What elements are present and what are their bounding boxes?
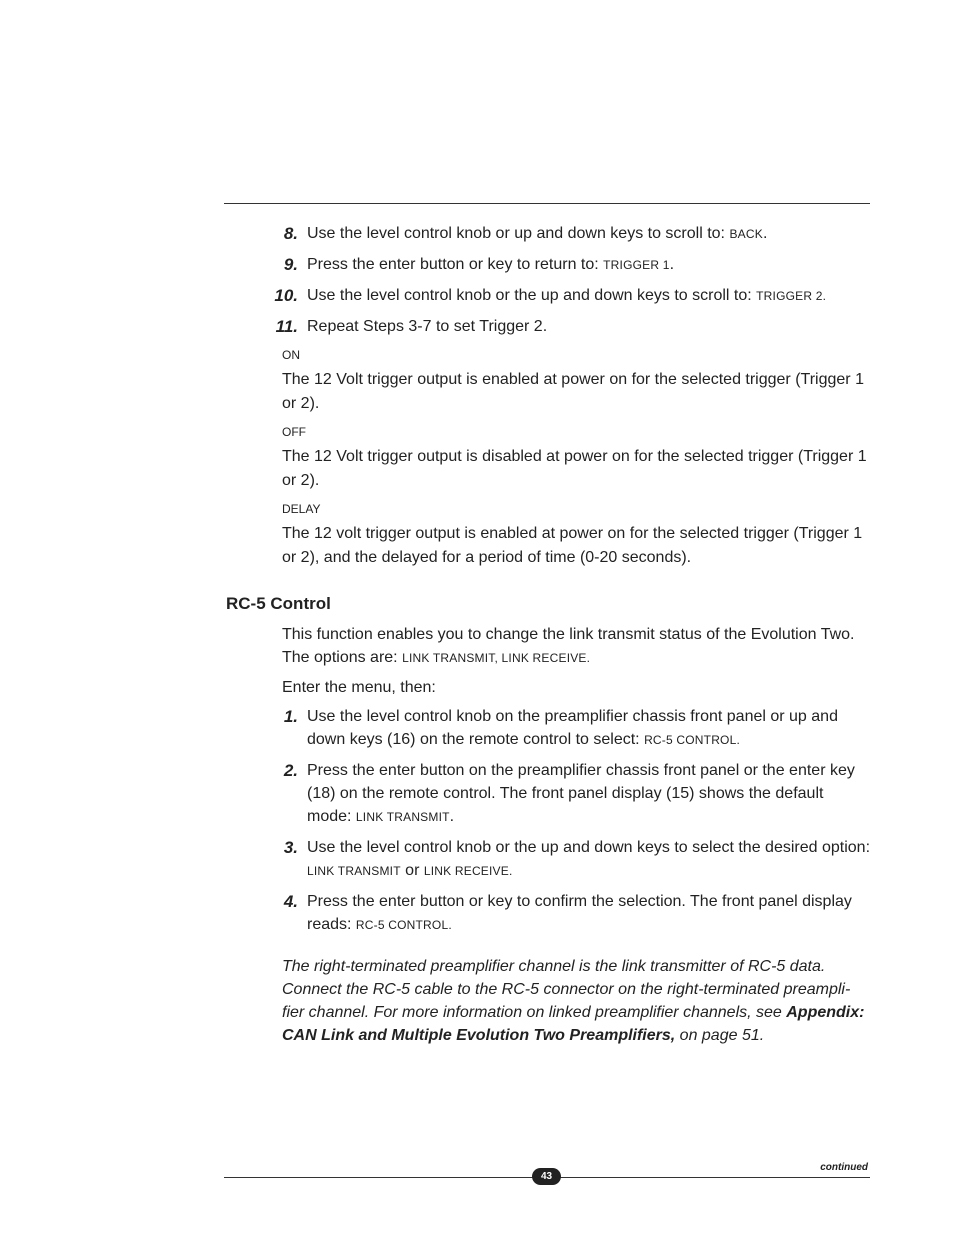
- menu-term: RC-5 CONTROL.: [355, 918, 452, 932]
- menu-term: TRIGGER 2.: [756, 289, 827, 303]
- top-rule: [224, 203, 870, 204]
- page-content: [224, 222, 870, 1047]
- list-item: [224, 759, 870, 829]
- menu-term: RC-5 CONTROL.: [644, 733, 741, 747]
- enter-menu-text: Enter the menu, then:: [282, 679, 436, 696]
- option-description: The 12 volt trigger output is enabled at power on for the selected trigger (Trigger 1 or 2), and the delayed for a period of time (0-20 seconds).: [282, 525, 863, 566]
- list-item: [224, 315, 870, 339]
- step-connector: or: [400, 862, 424, 879]
- step-text: Use the level control knob or the up and down keys to select the desired option:: [307, 839, 871, 856]
- step-text: Use the level control knob or up and down keys to scroll to:: [307, 225, 730, 242]
- option-label: ON: [282, 348, 300, 362]
- appendix-reference: Appendix: CAN Link and Multiple Evolution Two Preamplifiers,: [282, 1004, 865, 1044]
- menu-term: LINK TRANSMIT: [355, 810, 450, 824]
- step-suffix: .: [762, 225, 768, 242]
- option-description: The 12 Volt trigger output is disabled at power on for the selected trigger (Trigger 1 or 2).: [282, 448, 867, 489]
- step-number: 11.: [275, 317, 298, 336]
- section-intro: [282, 623, 870, 670]
- step-number: 10.: [274, 286, 298, 305]
- menu-term: LINK TRANSMIT, LINK RECEIVE.: [402, 651, 591, 665]
- step-number: 2.: [283, 761, 298, 780]
- step-text: Press the enter button or key to return to:: [307, 256, 604, 273]
- note-text: The right-terminated preamplifier channel is the link transmitter of RC-5 data. Connect the RC-5 cable to the RC-5 connector on the right-terminated preampli-fier channel. For more information on linked preamplifier channels, see: [282, 958, 851, 1021]
- list-item: [224, 705, 870, 752]
- steps-list-a: [224, 222, 870, 339]
- section-heading: RC-5 Control: [226, 594, 331, 613]
- step-number: 3.: [283, 838, 298, 857]
- option-description: The 12 Volt trigger output is enabled at power on for the selected trigger (Trigger 1 or 2).: [282, 371, 864, 412]
- note-page-reference: on page 51.: [675, 1027, 765, 1044]
- page-number-badge: 43: [532, 1168, 561, 1185]
- step-text: Repeat Steps 3-7 to set Trigger 2.: [307, 318, 548, 335]
- list-item: [224, 836, 870, 883]
- menu-term: LINK TRANSMIT: [307, 864, 401, 878]
- continued-label: continued: [820, 1162, 868, 1173]
- step-number: 8.: [283, 224, 298, 243]
- option-off: [282, 425, 870, 493]
- step-text: Press the enter button on the preamplifier chassis front panel or the enter key (18) on the remote control. The front panel display (15) shows the default mode:: [307, 762, 855, 825]
- step-text: Use the level control knob on the preamplifier chassis front panel or up and down keys (16) on the remote control to select:: [307, 708, 838, 748]
- steps-list-b: [224, 705, 870, 937]
- option-on: [282, 348, 870, 416]
- step-text: Use the level control knob or the up and down keys to scroll to:: [307, 287, 757, 304]
- menu-term: LINK RECEIVE.: [423, 864, 513, 878]
- step-suffix: .: [669, 256, 675, 273]
- note-paragraph: [282, 955, 870, 1047]
- menu-term: TRIGGER 1: [603, 258, 670, 272]
- step-suffix: .: [449, 808, 455, 825]
- step-text: Press the enter button or key to confirm the selection. The front panel display reads:: [307, 893, 852, 933]
- step-number: 4.: [283, 892, 298, 911]
- step-number: 1.: [283, 707, 298, 726]
- intro-text: This function enables you to change the link transmit status of the Evolution Two. The options are:: [282, 626, 855, 666]
- option-delay: [282, 502, 870, 570]
- step-number: 9.: [283, 255, 298, 274]
- list-item: [224, 253, 870, 277]
- option-label: DELAY: [282, 502, 321, 516]
- list-item: [224, 284, 870, 308]
- list-item: [224, 222, 870, 246]
- option-label: OFF: [282, 425, 306, 439]
- menu-term: BACK: [729, 227, 763, 241]
- list-item: [224, 890, 870, 937]
